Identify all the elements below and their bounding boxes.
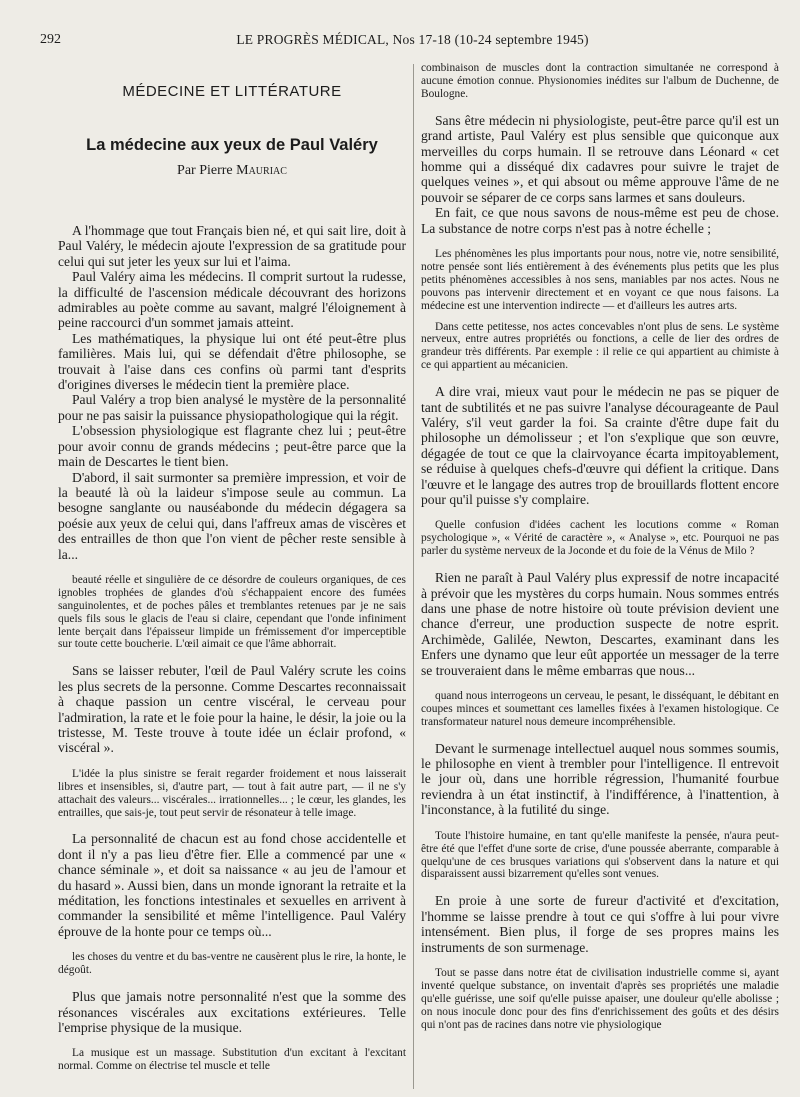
quotation-paragraph: Quelle confusion d'idées cachent les locutions comme « Roman psychologique », « Vérité de caractère », « Analyse », etc. Pourquoi ne pas parler du système nerveux de la Joconde et du foie de la Vénus de Milo ? [421, 519, 779, 558]
body-paragraph: Paul Valéry a trop bien analysé le mystère de la personnalité pour ne pas saisir la puissance physiopathologique qui la régit. [58, 392, 406, 423]
body-paragraph: Paul Valéry aima les médecins. Il comprit surtout la rudesse, la difficulté de l'ascension médicale découvrant des horizons admirables au poète comme au savant, malgré l'éloignement à peine raccourci d'un sommet jamais atteint. [58, 269, 406, 331]
section-heading: MÉDECINE ET LITTÉRATURE [122, 83, 342, 100]
byline-author: Mauriac [236, 163, 287, 178]
body-paragraph: En proie à une sorte de fureur d'activité et d'excitation, l'homme se laisse prendre à tout ce qui s'offre à lui pour vivre intensément. Bien plus, il forge de ses propres mains les instruments de son surmenage. [421, 893, 779, 955]
quotation-paragraph: Les phénomènes les plus importants pour nous, notre vie, notre sensibilité, notre pensée sont liés entièrement à des événements plus petits que les plus petits phénomènes accessibles à nos sens, maniables par nos actes. Nous ne pouvons pas intervenir directement et en voyant ce que nous faisons. La médecine est une intervention indirecte — et d'ailleurs les autres arts. [421, 247, 779, 312]
quotation-paragraph: beauté réelle et singulière de ce désordre de couleurs organiques, de ces ignobles trophées de glandes d'où s'échappaient encore des fumées sanguinolentes, et de poches pâles et tremblantes retenues par je ne sais quels fils sous le glacis de l'eau si claire, cependant que l'onde infiniment lente berçait dans l'épaisseur limpide un frémissement d'or imperceptible sur toute cette boucherie. L'œil aimait ce que l'âme abhorrait. [58, 573, 406, 651]
quotation-paragraph: combinaison de muscles dont la contraction simultanée ne correspond à aucune émotion connue. Physionomies inédites sur l'album de Duchenne, de Boulogne. [421, 62, 779, 100]
body-paragraph: Les mathématiques, la physique lui ont été peut-être plus familières. Mais lui, qui se défendait d'être philosophe, se trouvait à l'aise dans ces confins où parmi tant d'esprits d'origines diverses le médecin tient la première place. [58, 330, 406, 393]
byline [58, 163, 406, 179]
left-column [58, 62, 406, 1092]
body-paragraph: Sans se laisser rebuter, l'œil de Paul Valéry scrute les coins les plus secrets de la personne. Comme Descartes reconnaissait à chaque passion un centre viscéral, le cerveau pour l'admiration, la rate et le foie pour la haine, le désir, la joie ou la tristesse, M. Teste trouve à toute idée un éclair profond, « viscéral ». [58, 663, 406, 756]
quotation-paragraph: Toute l'histoire humaine, en tant qu'elle manifeste la pensée, n'aura peut-être été que l'effet d'une sorte de crise, d'une poussée aberrante, comparable à quelqu'une de ces brusques variations qui s'observent dans la nature et qui disparaissent aussi bizarrement qu'elles sont venues. [421, 829, 779, 881]
page-number: 292 [40, 32, 61, 47]
body-paragraph: A l'hommage que tout Français bien né, et qui sait lire, doit à Paul Valéry, le médecin ajoute l'expression de sa gratitude pour celui qui sut jeter les yeux sur lui et l'aima. [58, 223, 406, 269]
quotation-paragraph: La musique est un massage. Substitution d'un excitant à l'excitant normal. Comme on électrise tel muscle et telle [58, 1047, 406, 1073]
body-paragraph: Plus que jamais notre personnalité n'est que la somme des résonances viscérales aux excitations extérieures. Telle l'emprise physique de la musique. [58, 989, 406, 1035]
body-paragraph: Rien ne paraît à Paul Valéry plus expressif de notre incapacité à prévoir que les mystères du corps humain. Nous sommes entrés dans une phase de notre histoire où toute prévision devient une chance d'erreur, une production suspecte de notre esprit. Archimède, Galilée, Newton, Descartes, examinant dans les Enfers une dynamo que leur eût apportée un messager de la terre se trouveraient dans le même embarras que nous... [421, 570, 779, 678]
quotation-paragraph: Dans cette petitesse, nos actes concevables n'ont plus de sens. Le système nerveux, entre autres propriétés ou fonctions, a celle de lier des ordres de grandeur très différents. Par exemple : il relie ce qui appartient au chimiste à ce qui appartient au mécanicien. [421, 320, 779, 372]
page-header [40, 32, 785, 52]
right-column-text [421, 62, 779, 1031]
running-title: LE PROGRÈS MÉDICAL, Nos 17-18 (10-24 septembre 1945) [236, 32, 589, 47]
article-title: La médecine aux yeux de Paul Valéry [86, 136, 378, 154]
body-paragraph: Devant le surmenage intellectuel auquel nous sommes soumis, le philosophe en vient à trembler pour l'intelligence. Il entrevoit le jour où, dans une horrible régression, l'humanité fourbue reviendra à un état instinctif, à l'indifférence, à l'inattention, à l'inconstance, à la futilité du singe. [421, 740, 779, 818]
quotation-paragraph: quand nous interrogeons un cerveau, le pesant, le disséquant, le débitant en coupes minces et soumettant ces lamelles fixées à l'examen histologique. Ce transformateur naturel nous demeure incompréhensible. [421, 689, 779, 728]
body-paragraph: Sans être médecin ni physiologiste, peut-être parce qu'il est un grand artiste, Paul Valéry est plus sensible que quiconque aux merveilles du corps humain. Il se retrouve dans Léonard « cet homme qui a disséqué dix cadavres pour suivre le trajet de quelques veines », et qui absout ou même approuve l'âme de ne pouvoir se séparer de ce corps sans larmes et sans douleurs. [421, 112, 779, 205]
body-paragraph: A dire vrai, mieux vaut pour le médecin ne pas se piquer de tant de subtilités et ne pas suivre l'analyse décourageante de Paul Valéry, s'il veut garder la foi. Sa crainte d'être dupe fait du philosophe un démolisseur ; et l'on s'explique que son œuvre, dégagée de tout ce que la clairvoyance écarta impitoyablement, se réduise à quelques chefs-d'œuvre qui défient la critique. Dans l'œuvre et le langage des autres trop de brouillards flottent encore pour qu'il puisse s'y complaire. [421, 384, 779, 507]
body-paragraph: La personnalité de chacun est au fond chose accidentelle et dont il n'y a pas lieu d'être fier. Elle a commencé par une « chance séminale », et doit sa naissance « au jeu de l'amour et du hasard ». Aussi bien, dans un monde ignorant la retraite et la méditation, les fonctions intestinales et sexuelles en arrivent à commander la sensibilité et même l'intelligence. Paul Valéry éprouve de la honte pour ce temps où... [58, 831, 406, 939]
body-paragraph: D'abord, il sait surmonter sa première impression, et voir de la beauté là où la laideur s'impose seule au commun. La besogne sanglante ou nauséabonde du médecin dégagera sa poésie aux yeux de celui qui, dans l'affreux amas de viscères et des entrailles de thon que l'on vient de pêcher reste sensible à la... [58, 469, 406, 562]
byline-prefix: Par Pierre [177, 163, 233, 178]
left-column-text [58, 223, 406, 1073]
quotation-paragraph: Tout se passe dans notre état de civilisation industrielle comme si, ayant inventé quelque substance, on inventait d'après ses propriétés une maladie qu'elle guérisse, une soif qu'elle puisse apaiser, une douleur qu'elle abolisse ; on nous inocule donc pour des fins d'enrichissement des goûts et des désirs qui n'ont pas de racines dans notre vie physiologique [421, 966, 779, 1031]
quotation-paragraph: les choses du ventre et du bas-ventre ne causèrent plus le rire, la honte, le dégoût. [58, 951, 406, 977]
quotation-paragraph: L'idée la plus sinistre se ferait regarder froidement et nous laisserait libres et insensibles, si, d'autre part, — tout à fait autre part, — il ne s'y attachait des valeurs... viscérales... irrationnelles... ; le cœur, les glandes, les entrailles, que sais-je, tout peut servir de résonateur à telle image. [58, 767, 406, 819]
body-paragraph: L'obsession physiologique est flagrante chez lui ; peut-être pour avoir connu de grands médecins ; peut-être parce que la main de Descartes le tient bien. [58, 423, 406, 470]
right-column [421, 62, 779, 1092]
column-divider [413, 64, 414, 1089]
body-paragraph: En fait, ce que nous savons de nous-même est peu de chose. La substance de notre corps n'est pas à notre échelle ; [421, 205, 779, 236]
